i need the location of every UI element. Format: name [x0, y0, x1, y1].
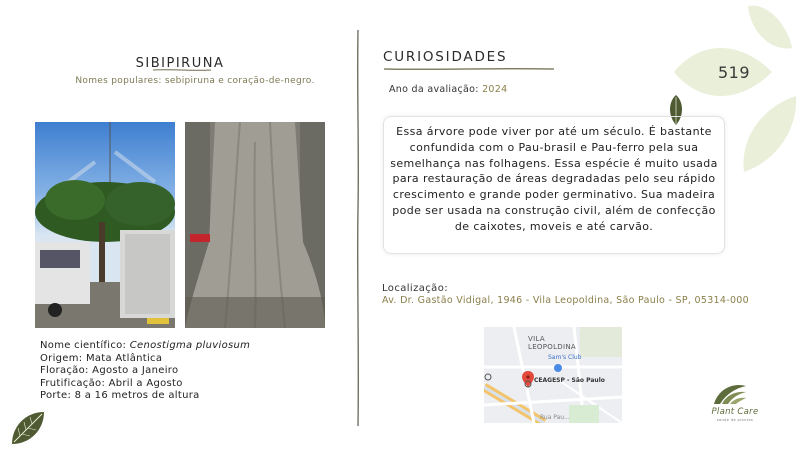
page-subtitle: Nomes populares: sebipiruna e coração-de-negro. [75, 76, 315, 86]
curiosities-text: Essa árvore pode viver por até um século. É bastante confundida com o Pau-brasil e Pau-ferro pela sua semelhança nas folhagens. Essa espécie é muito usada para restauração de áreas degradadas pelo seu rápido crescimento e grande poder germinativo. Sua madeira pode ser usada na construção civil, além de confecção de caixotes, moveis e até carvão. [390, 125, 718, 233]
title-underline [152, 67, 212, 73]
brand-name: Plant Care [711, 407, 759, 417]
fruiting-line: Frutificação: Abril a Agosto [40, 377, 183, 389]
trunk-photo [185, 122, 325, 328]
curiosities-underline [383, 66, 555, 72]
map-target-label: CEAGESP - São Paulo [534, 377, 605, 384]
size-line: Porte: 8 a 16 metros de altura [40, 390, 200, 401]
evaluation-year [389, 84, 507, 95]
scientific-name-line [40, 340, 250, 353]
tree-photo [35, 122, 175, 328]
page-title: SIBIPIRUNA [135, 56, 225, 71]
species-info [40, 340, 250, 403]
vertical-divider [356, 30, 360, 426]
leaf-icon [8, 408, 48, 448]
year-value: 2024 [482, 84, 508, 95]
tree-photo-drawing [35, 122, 175, 328]
map-poi-label: Sam's Club [548, 354, 582, 361]
location-map[interactable] [484, 327, 622, 423]
scientific-name-label: Nome científico: [40, 340, 127, 351]
location-address[interactable]: Av. Dr. Gastão Vidigal, 1946 - Vila Leopoldina, São Paulo - SP, 05314-000 [382, 295, 749, 306]
leaf-shape [743, 96, 796, 172]
trunk-photo-drawing [185, 122, 325, 328]
curiosities-title: CURIOSIDADES [383, 49, 508, 65]
flowering-line: Floração: Agosto a Janeiro [40, 365, 179, 376]
curiosities-card [383, 116, 725, 254]
scientific-name-value: Cenostigma pluviosum [129, 340, 251, 351]
year-label: Ano da avaliação: [389, 84, 479, 95]
origin-line: Origem: Mata Atlântica [40, 352, 163, 364]
location-label: Localização: [382, 283, 448, 294]
leaf-shape [748, 6, 792, 49]
map-road-label: Rua Pau... [540, 414, 570, 421]
brand-tagline: saúde de plantas [716, 418, 754, 422]
map-district-label: VILA LEOPOLDINA [528, 335, 576, 351]
plant-care-logo [712, 380, 748, 406]
evaluation-number: 519 [717, 63, 751, 82]
